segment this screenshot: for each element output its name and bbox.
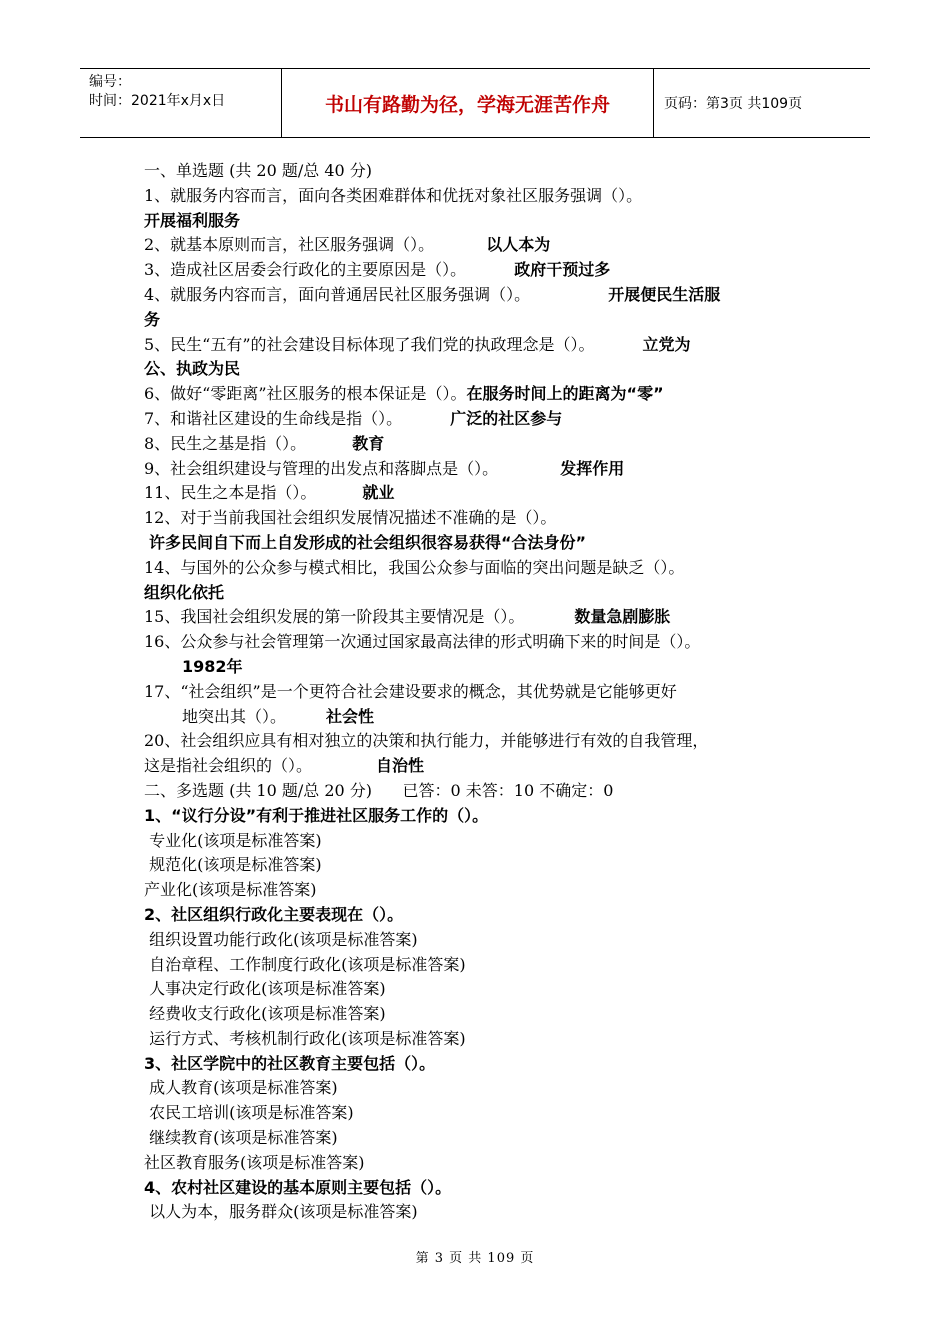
answer-7: 广泛的社区参与: [450, 408, 563, 428]
multi-question-4: 4、农村社区建设的基本原则主要包括（）。: [144, 1177, 452, 1197]
multi-option: 继续教育(该项是标准答案): [144, 1128, 338, 1148]
multi-option: 自治章程、工作制度行政化(该项是标准答案): [144, 954, 466, 974]
answer-6: 在服务时间上的距离为“零”: [466, 384, 664, 404]
answer-3: 政府干预过多: [514, 260, 611, 280]
time-label: 时间：2021年x月x日: [89, 93, 226, 109]
header-page-label: 页码：第3页 共109页: [664, 96, 803, 112]
question-20-cont: 这是指社会组织的（）。 自治性: [144, 756, 425, 776]
answer-5-cont: 公、执政为民: [144, 359, 241, 379]
question-9: 9、社会组织建设与管理的出发点和落脚点是（）。 发挥作用: [144, 458, 625, 478]
answer-4-cont: 务: [144, 309, 161, 329]
question-17: 17、“社会组织”是一个更符合社会建设要求的概念，其优势就是它能够更好: [144, 681, 677, 701]
question-2: 2、就基本原则而言，社区服务强调（）。 以人本为: [144, 235, 551, 255]
question-6: 6、做好“零距离”社区服务的根本保证是（）。在服务时间上的距离为“零”: [144, 384, 664, 404]
answer-2: 以人本为: [486, 235, 551, 255]
section-title-single: 一、单选题 (共 20 题/总 40 分): [144, 161, 373, 180]
multi-question-1: 1、“议行分设”有利于推进社区服务工作的（）。: [144, 805, 489, 825]
answer-20: 自治性: [376, 756, 425, 776]
question-12: 12、对于当前我国社会组织发展情况描述不准确的是（）。: [144, 508, 557, 528]
multi-option: 专业化(该项是标准答案): [144, 830, 322, 850]
multi-option: 运行方式、考核机制行政化(该项是标准答案): [144, 1028, 466, 1048]
question-4: 4、就服务内容而言，面向普通居民社区服务强调（）。 开展便民生活服: [144, 284, 721, 304]
multi-option: 农民工培训(该项是标准答案): [144, 1103, 354, 1123]
multi-option: 组织设置功能行政化(该项是标准答案): [144, 929, 418, 949]
answer-11: 就业: [362, 483, 395, 503]
multi-option: 人事决定行政化(该项是标准答案): [144, 979, 386, 999]
question-1: 1、就服务内容而言，面向各类困难群体和优抚对象社区服务强调（）。: [144, 185, 643, 205]
question-3: 3、造成社区居委会行政化的主要原因是（）。 政府干预过多: [144, 260, 611, 280]
answer-17: 社会性: [326, 706, 375, 726]
document-body: [144, 159, 834, 1225]
question-5: 5、民生“五有”的社会建设目标体现了我们党的执政理念是（）。 立党为: [144, 334, 691, 354]
question-7: 7、和谐社区建设的生命线是指（）。 广泛的社区参与: [144, 408, 563, 428]
answer-8: 教育: [352, 433, 385, 453]
answer-12: 许多民间自下而上自发形成的社会组织很容易获得“合法身份”: [149, 532, 587, 552]
answer-16: 1982年: [182, 656, 243, 676]
multi-question-2: 2、社区组织行政化主要表现在（）。: [144, 904, 404, 924]
answer-14: 组织化依托: [144, 582, 225, 602]
answer-1: 开展福利服务: [144, 210, 241, 230]
page-header: [80, 68, 870, 138]
header-motto: 书山有路勤为径，学海无涯苦作舟: [282, 69, 654, 137]
section-title-multi: 二、多选题 (共 10 题/总 20 分) 已答：0 未答：10 不确定：0: [144, 780, 614, 800]
multi-option: 产业化(该项是标准答案): [144, 880, 317, 900]
multi-option: 社区教育服务(该项是标准答案): [144, 1152, 365, 1172]
question-11: 11、民生之本是指（）。 就业: [144, 483, 395, 503]
question-15: 15、我国社会组织发展的第一阶段其主要情况是（）。 数量急剧膨胀: [144, 607, 671, 627]
multi-option: 经费收支行政化(该项是标准答案): [144, 1004, 386, 1024]
answer-15: 数量急剧膨胀: [574, 607, 671, 627]
question-14: 14、与国外的公众参与模式相比，我国公众参与面临的突出问题是缺乏（）。: [144, 557, 685, 577]
multi-question-3: 3、社区学院中的社区教育主要包括（）。: [144, 1053, 436, 1073]
page-footer: 第 3 页 共 109 页: [415, 1251, 535, 1266]
question-17-cont: 地突出其（）。 社会性: [182, 706, 375, 726]
multi-option: 以人为本，服务群众(该项是标准答案): [144, 1202, 418, 1222]
answer-5: 立党为: [642, 334, 691, 354]
answer-4: 开展便民生活服: [608, 284, 721, 304]
question-20: 20、社会组织应具有相对独立的决策和执行能力，并能够进行有效的自我管理，: [144, 731, 709, 751]
multi-option: 规范化(该项是标准答案): [144, 855, 322, 875]
header-meta: [80, 69, 282, 137]
multi-option: 成人教育(该项是标准答案): [144, 1078, 338, 1098]
question-8: 8、民生之基是指（）。 教育: [144, 433, 385, 453]
question-16: 16、公众参与社会管理第一次通过国家最高法律的形式明确下来的时间是（）。: [144, 632, 701, 652]
answer-9: 发挥作用: [560, 458, 625, 478]
number-label: 编号：: [89, 74, 131, 90]
